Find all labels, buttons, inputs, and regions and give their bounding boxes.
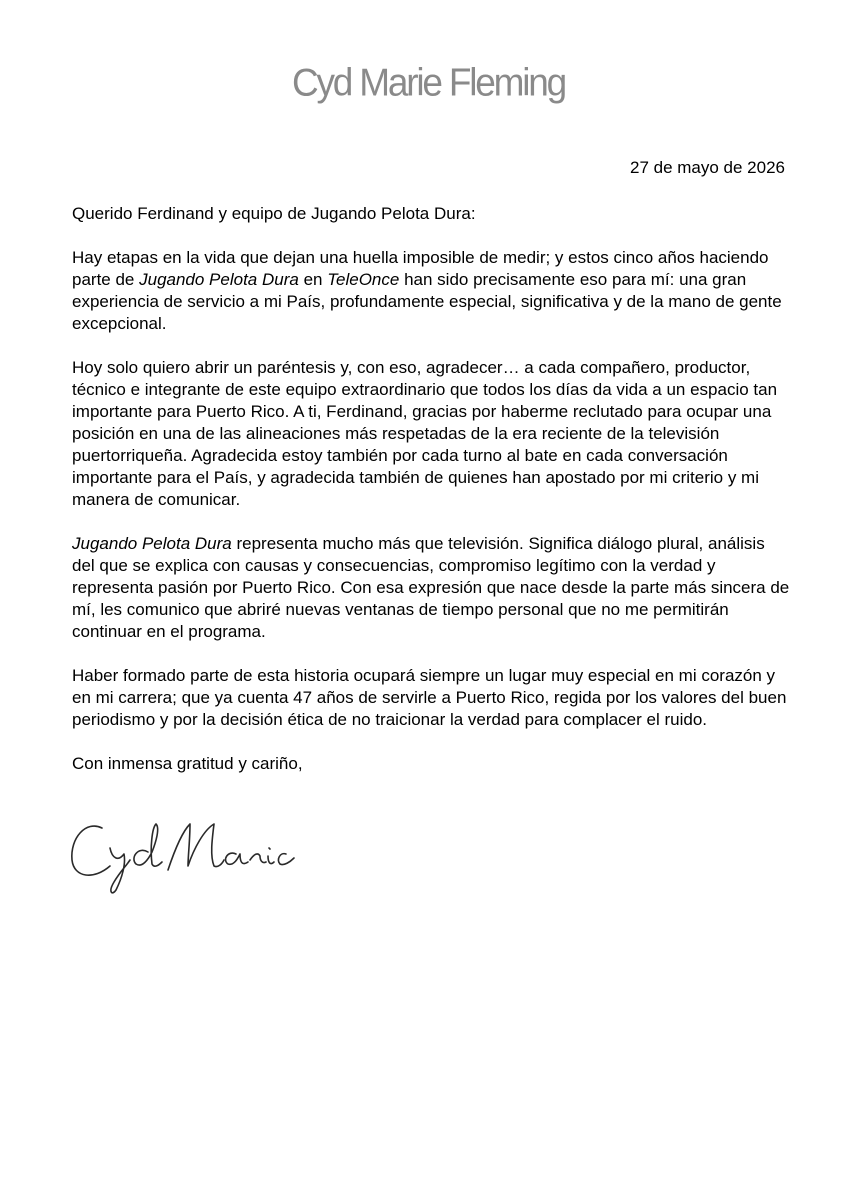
signature: [64, 808, 304, 898]
show-name: Jugando Pelota Dura: [139, 270, 299, 289]
letter-body: [72, 203, 792, 797]
paragraph-4: Haber formado parte de esta historia ocupará siempre un lugar muy especial en mi corazón y en mi carrera; que ya cuenta 47 años de servirle a Puerto Rico, regida por los valores del buen periodismo y por la decisión ética de no traicionar la verdad para complacer el ruido.: [72, 666, 787, 729]
letterhead-logo: Cyd Marie Fleming: [291, 60, 566, 104]
paragraph-1: Hay etapas en la vida que dejan una huella imposible de medir; y estos cinco años haciendo parte de Jugando Pelota Dura en TeleOnce han sido precisamente eso para mí: una gran experiencia de servicio a mi País, profundamente especial, significativa y de la mano de gente excepcional.: [72, 248, 782, 333]
greeting: Querido Ferdinand y equipo de Jugando Pelota Dura:: [72, 204, 476, 223]
network-name: TeleOnce: [327, 270, 400, 289]
show-name: Jugando Pelota Dura: [72, 534, 232, 553]
closing: Con inmensa gratitud y cariño,: [72, 754, 303, 773]
letter-date: 27 de mayo de 2026: [629, 158, 785, 177]
paragraph-2: Hoy solo quiero abrir un paréntesis y, con eso, agradecer… a cada compañero, productor, técnico e integrante de este equipo extraordinario que todos los días da vida a un espacio tan importante para Puerto Rico. A ti, Ferdinand, gracias por haberme reclutado para ocupar una posición en una de las alineaciones más respetadas de la era reciente de la televisión puertorriqueña. Agradecida estoy también por cada turno al bate en cada conversación importante para el País, y agradecida también de quienes han apostado por mi criterio y mi manera de comunicar.: [72, 358, 778, 509]
paragraph-3: Jugando Pelota Dura representa mucho más que televisión. Significa diálogo plural, análisis del que se explica con causas y consecuencias, compromiso legítimo con la verdad y representa pasión por Puerto Rico. Con esa expresión que nace desde la parte más sincera de mí, les comunico que abriré nuevas ventanas de tiempo personal que no me permitirán continuar en el programa.: [72, 534, 790, 641]
